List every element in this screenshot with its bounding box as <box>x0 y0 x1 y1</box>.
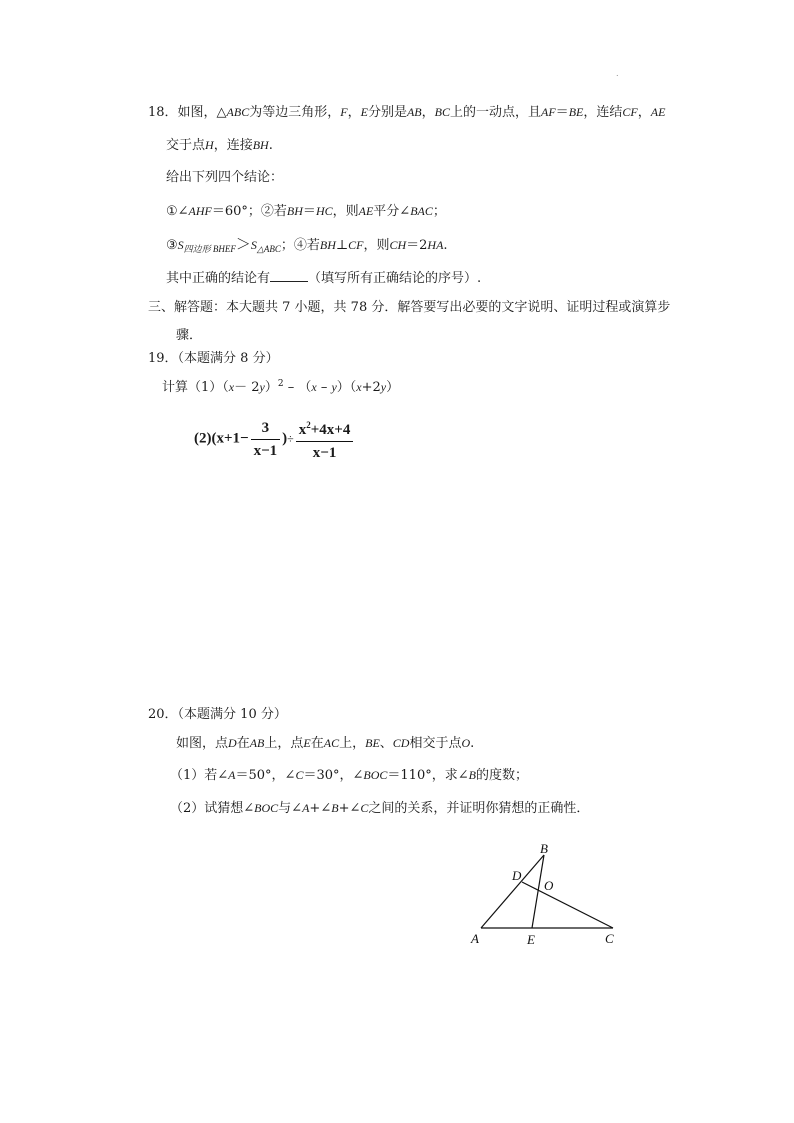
q18-text: 分别是 <box>367 105 407 120</box>
q18-text: ； <box>432 204 446 219</box>
q18-subscript: 四边形 BHEF <box>183 244 236 254</box>
q18-var: BAC <box>410 204 433 218</box>
q20-text: +∠ <box>309 801 332 816</box>
q18-var: AB <box>406 105 422 119</box>
q20-text: ＝50°，∠ <box>235 768 296 783</box>
q18-text: ，则 <box>363 238 390 253</box>
q20-var: D <box>228 736 237 750</box>
q18-var: AHF <box>188 204 212 218</box>
q19-text: – （ <box>283 380 312 395</box>
section-3-heading-cont: 骤． <box>176 328 203 343</box>
q20-var: BOC <box>254 801 279 815</box>
q18-var: HA <box>427 238 444 252</box>
segment-be <box>532 855 544 928</box>
q20-var: B <box>331 801 339 815</box>
q19-var: y <box>331 380 337 394</box>
q18-var: AF <box>541 105 556 119</box>
q18-var: CF <box>348 238 364 252</box>
q19-text: － 2 <box>234 380 260 395</box>
q19-var: x <box>228 380 235 394</box>
q20-var: B <box>468 768 476 782</box>
q18-text: 其中正确的结论有 <box>166 271 271 286</box>
segment-cd <box>522 882 613 928</box>
label-d: D <box>512 868 522 883</box>
fraction-3-over-x-minus-1 <box>251 418 281 461</box>
q20-text: . <box>470 736 475 751</box>
q19-formula-text: (x+1− <box>211 430 249 447</box>
segment-ab <box>481 855 544 928</box>
q19-var: x <box>356 380 362 394</box>
q20-text: 上，点 <box>264 736 304 751</box>
q18-line-1 <box>148 104 665 121</box>
q19-text: +2 <box>361 380 381 395</box>
num-part: x <box>298 422 307 438</box>
q19-text: ）（ <box>336 380 357 395</box>
fraction-quadratic-over-x-minus-1 <box>296 415 354 463</box>
q18-var: BE <box>568 105 584 119</box>
q19-superscript: 2 <box>277 379 284 389</box>
q18-text: 交于点 <box>166 138 206 153</box>
q18-line-6 <box>166 268 481 287</box>
answer-blank[interactable] <box>270 268 308 282</box>
label-c: C <box>605 931 614 946</box>
q20-text: 如图，点 <box>176 736 229 751</box>
q20-text: ＝30°，∠ <box>303 768 364 783</box>
q18-var: AE <box>358 204 374 218</box>
q18-text: ，连结 <box>583 105 623 120</box>
q20-text: 在 <box>236 736 250 751</box>
q18-text: . <box>268 138 273 153</box>
q20-var: C <box>295 768 304 782</box>
q18-var: BC <box>434 105 450 119</box>
q18-line-2 <box>166 137 273 154</box>
q18-text: ， <box>347 105 361 120</box>
q18-var: BH <box>319 238 336 252</box>
q18-var: F <box>340 105 348 119</box>
q18-var: H <box>205 138 214 152</box>
q19-var: y <box>380 380 387 394</box>
q20-text: 相交于点 <box>409 736 462 751</box>
q18-number: 18． <box>148 105 178 120</box>
q18-text: ，连接 <box>213 138 253 153</box>
q19-text: ） <box>386 380 400 395</box>
q20-text: +∠ <box>338 801 361 816</box>
fraction-denominator: x−1 <box>253 442 278 459</box>
fraction-numerator <box>296 415 354 442</box>
q18-conclusions-3-4 <box>166 236 448 254</box>
q20-text: 在 <box>310 736 324 751</box>
q18-text: 上的一动点，且 <box>449 105 541 120</box>
q18-text: ①∠ <box>166 204 189 219</box>
q20-line-1 <box>176 735 474 752</box>
q18-text: 为等边三角形， <box>249 105 341 120</box>
q19-part-1 <box>162 379 399 397</box>
page-corner-mark: . <box>616 69 619 78</box>
q20-var: E <box>303 736 311 750</box>
q18-text: ， <box>421 105 435 120</box>
q18-var: HC <box>315 204 333 218</box>
q20-var: C <box>360 801 369 815</box>
division-sign: ÷ <box>287 431 294 446</box>
q20-text: 与∠ <box>278 801 303 816</box>
q20-var: AC <box>323 736 340 750</box>
q20-var: A <box>302 801 310 815</box>
q19-part-2-label: (2) <box>194 430 212 447</box>
q18-var: E <box>360 105 368 119</box>
q20-text: 上， <box>339 736 366 751</box>
q20-var: BOC <box>363 768 388 782</box>
label-a: A <box>471 931 479 946</box>
q18-text: ；④若 <box>280 238 320 253</box>
q20-part-2 <box>170 800 589 817</box>
q20-var: BE <box>365 736 380 750</box>
q18-text: ， <box>637 105 651 120</box>
q20-var: A <box>228 768 236 782</box>
num-exponent: 2 <box>306 420 311 430</box>
q20-header: 20．（本题满分 10 分） <box>148 707 287 722</box>
q18-text: 平分∠ <box>373 204 411 219</box>
q19-formula-text: ) <box>282 430 288 447</box>
fraction-denominator: x−1 <box>312 445 337 461</box>
q20-text: （1）若∠ <box>170 768 229 783</box>
q20-var: AB <box>249 736 265 750</box>
q18-var: AE <box>650 105 666 119</box>
q18-text: . <box>443 238 448 253</box>
q20-var: CD <box>392 736 410 750</box>
label-b: B <box>540 841 548 856</box>
section-3-heading: 三、解答题：本大题共 7 小题，共 78 分．解答要写出必要的文字说明、证明过程或演算步 <box>148 300 671 315</box>
q18-text: 如图，△ <box>177 105 227 120</box>
q18-var: S <box>177 238 184 252</box>
q19-text: – <box>316 380 332 395</box>
q18-text: ＝ <box>302 204 316 219</box>
q20-text: 的度数； <box>475 768 528 783</box>
q20-text: 之间的关系，并证明你猜想的正确性． <box>368 801 590 816</box>
q20-var: O <box>461 736 471 750</box>
q18-conclusions-1-2 <box>166 203 446 220</box>
q18-line-3: 给出下列四个结论： <box>166 170 284 185</box>
q19-var: x <box>311 380 317 394</box>
q18-text: ＝ <box>555 105 569 120</box>
q19-var: y <box>259 380 265 394</box>
q18-var: CF <box>622 105 638 119</box>
label-o: O <box>544 878 554 893</box>
q18-text: （填写所有正确结论的序号）. <box>308 271 482 286</box>
q20-text: ＝110°，求∠ <box>387 768 469 783</box>
q18-text: ＝60°；②若 <box>211 204 287 219</box>
num-part: +4x+4 <box>310 422 351 438</box>
label-e: E <box>527 932 535 947</box>
q18-text: ⊥ <box>335 238 349 253</box>
q18-var: BH <box>286 204 303 218</box>
q20-text: （2）试猜想∠ <box>170 801 255 816</box>
q19-text: 计算（1）（ <box>162 380 229 395</box>
q18-var: CH <box>389 238 407 252</box>
q18-var: S <box>250 238 257 252</box>
q19-header: 19．（本题满分 8 分） <box>148 351 279 366</box>
q18-var: BH <box>252 138 269 152</box>
q18-text: ＝2 <box>406 238 428 253</box>
q18-text: ③ <box>166 238 178 253</box>
q20-text: 、 <box>379 736 393 751</box>
fraction-numerator: 3 <box>251 418 281 440</box>
q19-text: ） <box>264 380 278 395</box>
q19-part-2-formula <box>194 415 355 463</box>
q18-text: ，则 <box>332 204 359 219</box>
q18-subscript: △ABC <box>256 244 281 254</box>
q18-text: ＞ <box>235 235 251 253</box>
q18-var: ABC <box>226 105 250 119</box>
q20-part-1 <box>170 767 528 784</box>
